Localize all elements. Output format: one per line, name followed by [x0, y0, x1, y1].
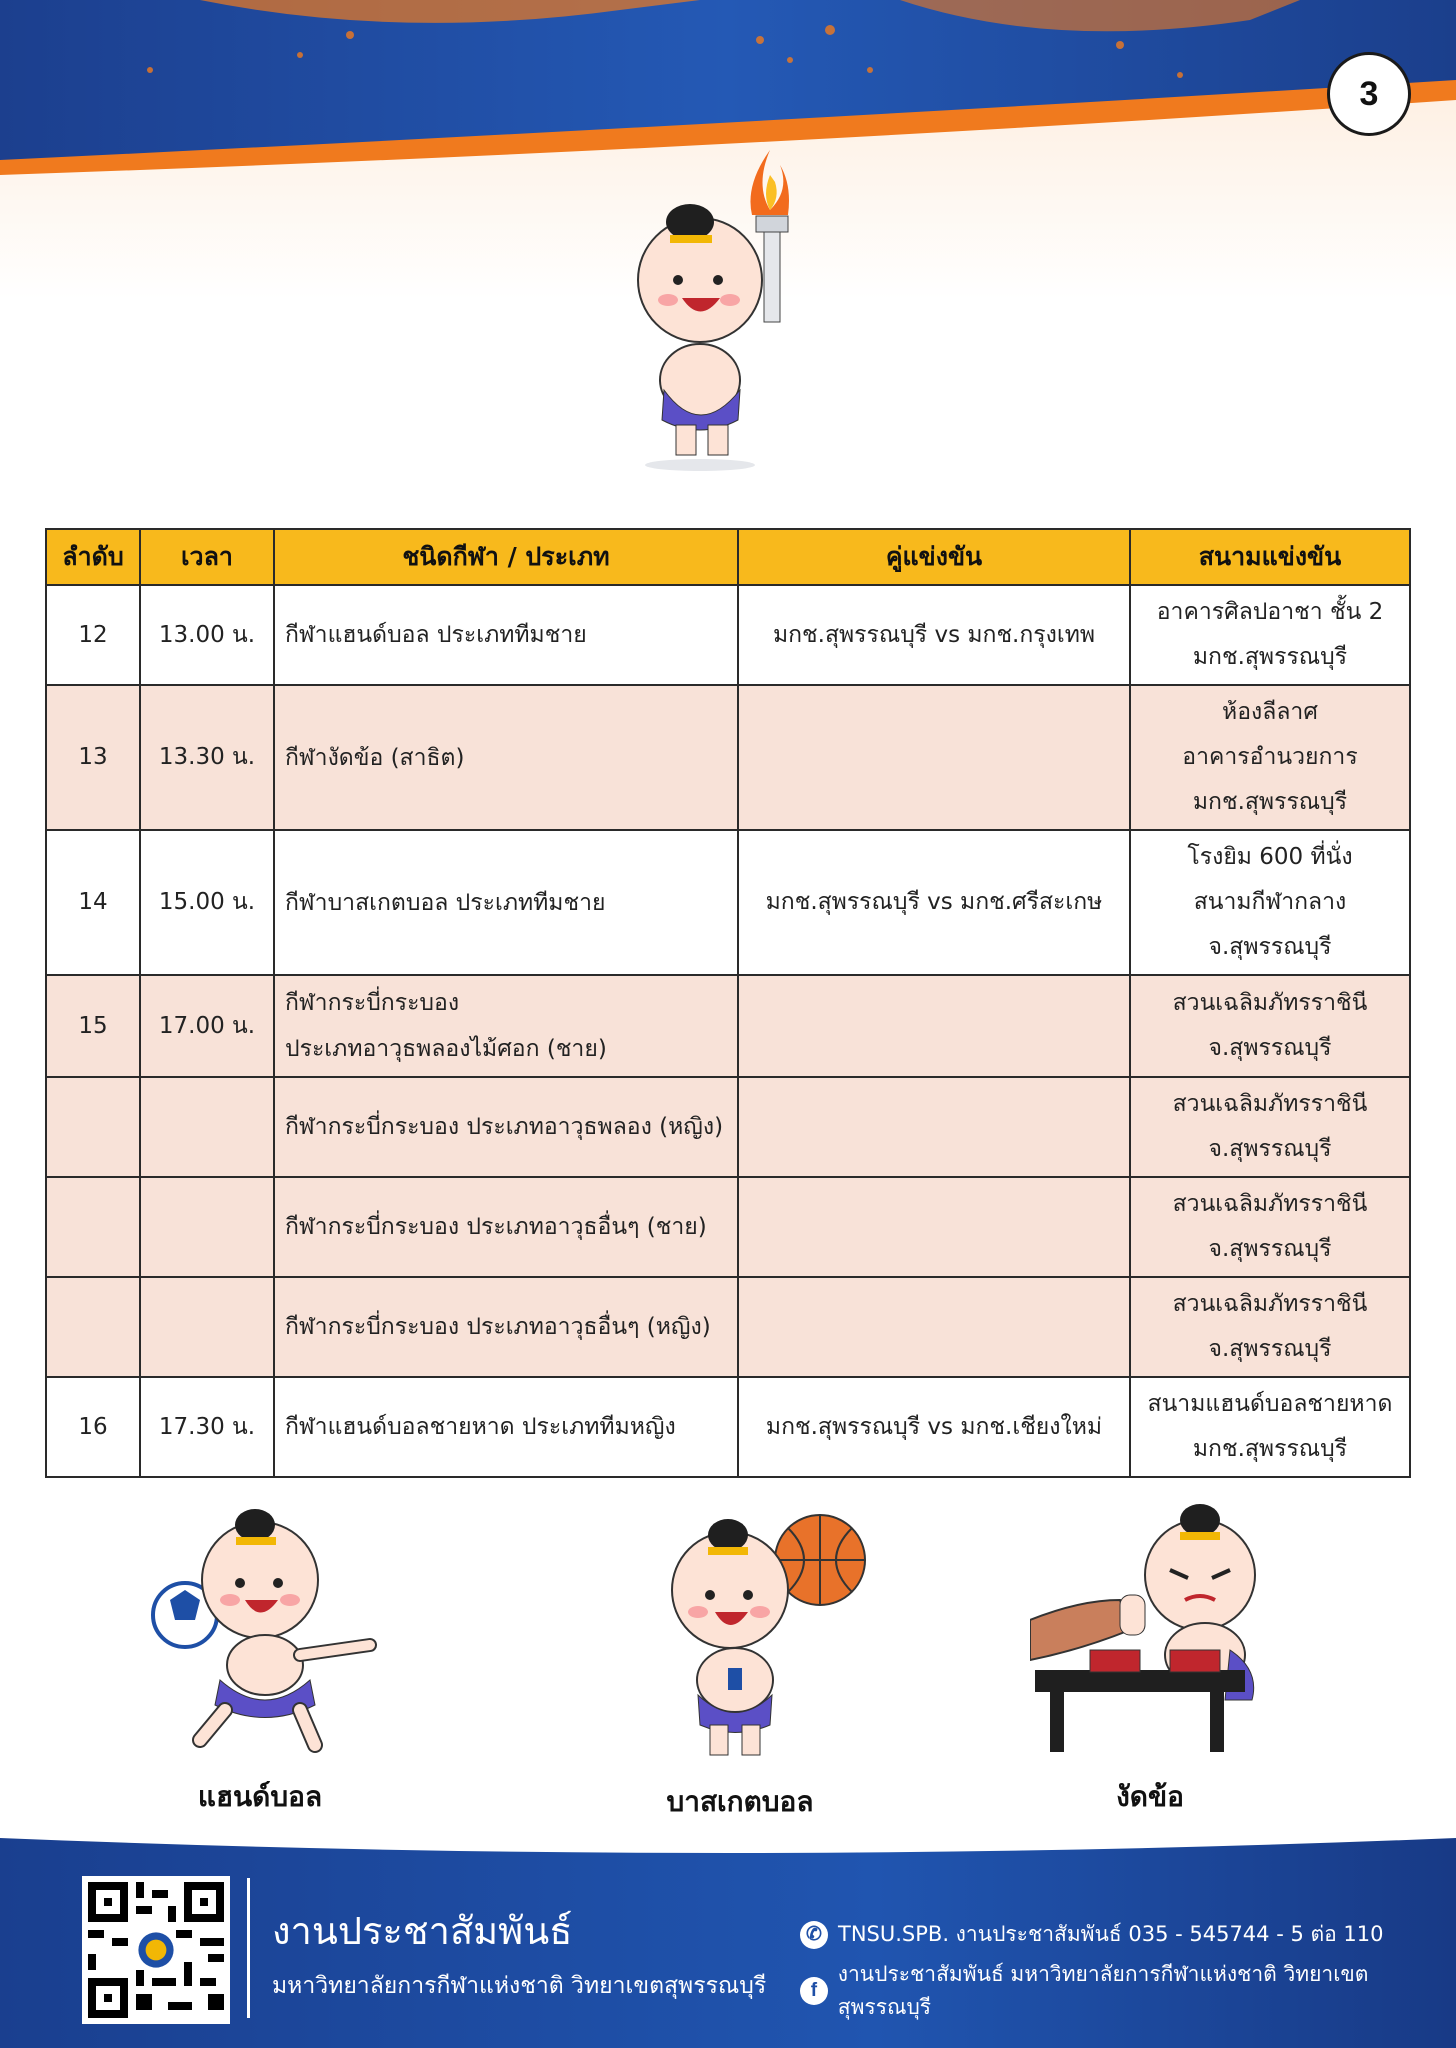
sport-line: กีฬากระบี่กระบอง: [285, 990, 460, 1016]
cell-no: 12: [46, 585, 140, 685]
qr-code-icon: [88, 1882, 224, 2018]
schedule-table: [45, 528, 1411, 1478]
table-row: [46, 585, 1410, 685]
cell-teams: มกช.สุพรรณบุรี vs มกช.กรุงเทพ: [738, 585, 1130, 685]
col-header-venue: สนามแข่งขัน: [1130, 529, 1410, 585]
cell-venue: [1130, 685, 1410, 830]
sport-line: กีฬาแฮนด์บอล ประเภททีมชาย: [285, 622, 587, 648]
col-header-sport: ชนิดกีฬา / ประเภท: [274, 529, 738, 585]
venue-line: โรงยิม 600 ที่นั่ง: [1187, 844, 1353, 870]
cell-time: [140, 1177, 274, 1277]
cell-time: 17.30 น.: [140, 1377, 274, 1477]
cell-time: 17.00 น.: [140, 975, 274, 1077]
cell-teams: [738, 685, 1130, 830]
basketball-label: บาสเกตบอล: [666, 1785, 814, 1818]
venue-line: สนามกีฬากลาง: [1193, 889, 1347, 915]
basketball-mascot-illustration: [630, 1500, 880, 1770]
venue-line: จ.สุพรรณบุรี: [1208, 1236, 1332, 1262]
page-number: 3: [1327, 52, 1411, 136]
sport-line: กีฬากระบี่กระบอง ประเภทอาวุธอื่นๆ (ชาย): [285, 1214, 707, 1240]
cell-teams: [738, 1277, 1130, 1377]
table-header-row: [46, 529, 1410, 585]
venue-line: ห้องลีลาศ: [1222, 699, 1318, 725]
sport-line: กีฬาบาสเกตบอล ประเภททีมชาย: [285, 889, 606, 916]
cell-teams: มกช.สุพรรณบุรี vs มกช.เชียงใหม่: [738, 1377, 1130, 1477]
venue-line: สวนเฉลิมภัทรราชินี: [1172, 990, 1368, 1016]
cell-sport: [274, 685, 738, 830]
cell-venue: [1130, 585, 1410, 685]
phone-contact: [800, 1918, 1384, 1951]
cell-sport: [274, 1077, 738, 1177]
venue-line: จ.สุพรรณบุรี: [1208, 1136, 1332, 1162]
sport-line: กีฬากระบี่กระบอง ประเภทอาวุธอื่นๆ (หญิง): [285, 1314, 711, 1340]
cell-teams: [738, 1177, 1130, 1277]
cell-venue: [1130, 975, 1410, 1077]
venue-line: มกช.สุพรรณบุรี: [1192, 789, 1348, 815]
cell-sport: [274, 1377, 738, 1477]
cell-time: 13.00 น.: [140, 585, 274, 685]
col-header-teams: คู่แข่งขัน: [738, 529, 1130, 585]
sport-line: กีฬากระบี่กระบอง ประเภทอาวุธพลอง (หญิง): [285, 1114, 724, 1140]
cell-sport: [274, 975, 738, 1077]
cell-no: [46, 1177, 140, 1277]
cell-no: 16: [46, 1377, 140, 1477]
facebook-icon: f: [800, 1977, 828, 2005]
venue-line: สวนเฉลิมภัทรราชินี: [1172, 1291, 1368, 1317]
cell-sport: [274, 1277, 738, 1377]
cell-no: 13: [46, 685, 140, 830]
table-row: [46, 1377, 1410, 1477]
cell-no: [46, 1277, 140, 1377]
facebook-contact[interactable]: [800, 1958, 1456, 2024]
venue-line: อาคารศิลปอาชา ชั้น 2: [1156, 599, 1384, 625]
cell-teams: [738, 975, 1130, 1077]
torch-mascot-illustration: [620, 140, 800, 480]
venue-line: สวนเฉลิมภัทรราชินี: [1172, 1091, 1368, 1117]
cell-time: 13.30 น.: [140, 685, 274, 830]
cell-teams: [738, 1077, 1130, 1177]
armwrestling-label: งัดข้อ: [1116, 1780, 1184, 1813]
sport-line: กีฬาแฮนด์บอลชายหาด ประเภททีมหญิง: [285, 1414, 676, 1440]
cell-sport: [274, 585, 738, 685]
phone-text: TNSU.SPB. งานประชาสัมพันธ์ 035 - 545744 - 5 ต่อ 110: [838, 1922, 1384, 1946]
cell-sport: [274, 1177, 738, 1277]
cell-time: 15.00 น.: [140, 830, 274, 975]
table-row: [46, 1277, 1410, 1377]
org-title: งานประชาสัมพันธ์: [272, 1909, 573, 1953]
org-subtitle: มหาวิทยาลัยการกีฬาแห่งชาติ วิทยาเขตสุพรรณบุรี: [272, 1973, 767, 1999]
venue-line: สนามแฮนด์บอลชายหาด: [1147, 1391, 1393, 1417]
col-header-time: เวลา: [140, 529, 274, 585]
venue-line: อาคารอำนวยการ: [1182, 744, 1358, 770]
venue-line: จ.สุพรรณบุรี: [1208, 1336, 1332, 1362]
table-row: [46, 975, 1410, 1077]
armwrestling-mascot-illustration: [1030, 1500, 1290, 1760]
sport-line: กีฬางัดข้อ (สาธิต): [285, 744, 465, 771]
cell-venue: [1130, 1277, 1410, 1377]
venue-line: มกช.สุพรรณบุรี: [1192, 1436, 1348, 1462]
cell-venue: [1130, 1177, 1410, 1277]
handball-label: แฮนด์บอล: [197, 1780, 323, 1813]
venue-line: จ.สุพรรณบุรี: [1208, 1035, 1332, 1061]
table-row: [46, 685, 1410, 830]
handball-mascot-illustration: [140, 1505, 390, 1755]
facebook-text: งานประชาสัมพันธ์ มหาวิทยาลัยการกีฬาแห่งชาติ วิทยาเขตสุพรรณบุรี: [837, 1962, 1369, 2019]
phone-icon: ✆: [800, 1921, 828, 1949]
cell-time: [140, 1077, 274, 1177]
cell-no: 14: [46, 830, 140, 975]
table-row: [46, 1177, 1410, 1277]
footer-divider: [247, 1878, 250, 2018]
venue-line: มกช.สุพรรณบุรี: [1192, 644, 1348, 670]
col-header-no: ลำดับ: [46, 529, 140, 585]
venue-line: สวนเฉลิมภัทรราชินี: [1172, 1191, 1368, 1217]
sport-line: ประเภทอาวุธพลองไม้ศอก (ชาย): [285, 1036, 607, 1062]
cell-venue: [1130, 830, 1410, 975]
table-row: [46, 830, 1410, 975]
venue-line: จ.สุพรรณบุรี: [1208, 934, 1332, 960]
cell-no: [46, 1077, 140, 1177]
cell-teams: มกช.สุพรรณบุรี vs มกช.ศรีสะเกษ: [738, 830, 1130, 975]
cell-time: [140, 1277, 274, 1377]
cell-venue: [1130, 1077, 1410, 1177]
cell-sport: [274, 830, 738, 975]
cell-no: 15: [46, 975, 140, 1077]
table-row: [46, 1077, 1410, 1177]
cell-venue: [1130, 1377, 1410, 1477]
qr-code: [82, 1876, 230, 2024]
